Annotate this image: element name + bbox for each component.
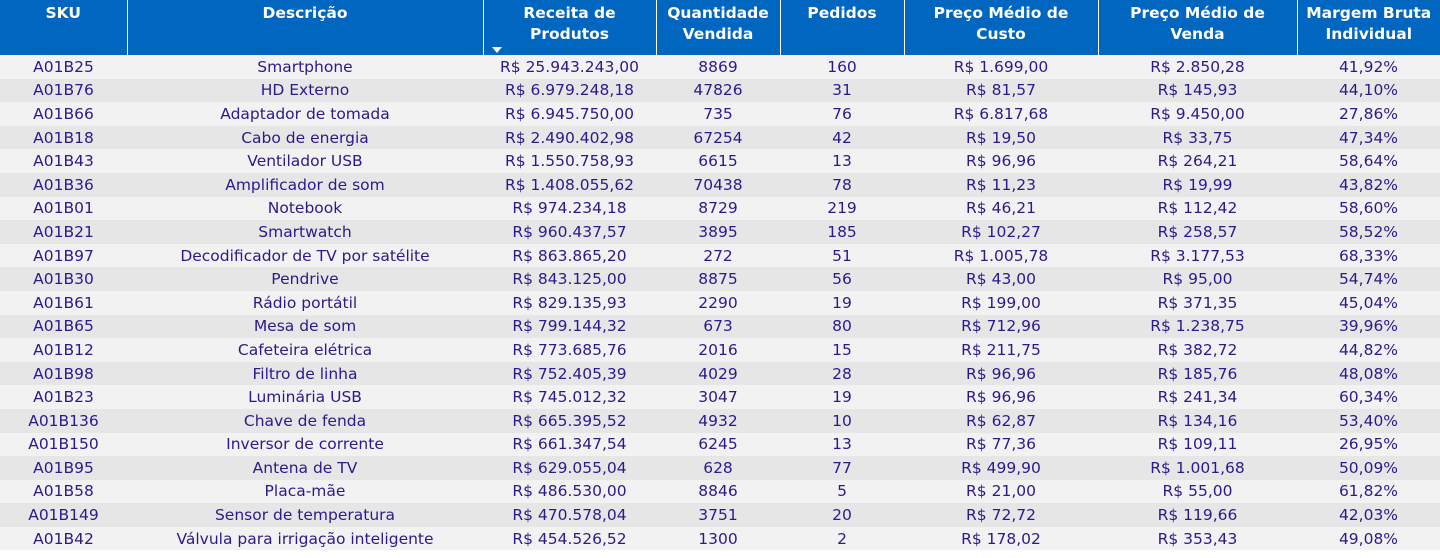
column-header-label: Margem Bruta Individual — [1306, 4, 1432, 43]
pedidos-cell: 5 — [780, 480, 904, 504]
preco-venda-cell: R$ 353,43 — [1098, 527, 1297, 551]
preco-custo-cell: R$ 6.817,68 — [904, 102, 1098, 126]
margem-cell: 44,82% — [1297, 338, 1440, 362]
quantidade-cell: 735 — [656, 102, 780, 126]
margem-cell: 27,86% — [1297, 102, 1440, 126]
column-header-preco-venda[interactable] — [1098, 0, 1297, 55]
pedidos-cell: 2 — [780, 527, 904, 551]
sku-cell: A01B98 — [0, 362, 127, 386]
receita-cell: R$ 6.979.248,18 — [483, 79, 656, 103]
sku-cell: A01B12 — [0, 338, 127, 362]
margem-cell: 26,95% — [1297, 433, 1440, 457]
descricao-cell: Pendrive — [127, 267, 483, 291]
table-row[interactable] — [0, 79, 1440, 103]
receita-cell: R$ 1.550.758,93 — [483, 149, 656, 173]
pedidos-cell: 19 — [780, 291, 904, 315]
preco-custo-cell: R$ 21,00 — [904, 480, 1098, 504]
preco-custo-cell: R$ 1.005,78 — [904, 244, 1098, 268]
descricao-cell: Sensor de temperatura — [127, 503, 483, 527]
sku-cell: A01B18 — [0, 126, 127, 150]
table-row[interactable] — [0, 126, 1440, 150]
sku-cell: A01B66 — [0, 102, 127, 126]
table-row[interactable] — [0, 149, 1440, 173]
margem-cell: 43,82% — [1297, 173, 1440, 197]
receita-cell: R$ 6.945.750,00 — [483, 102, 656, 126]
quantidade-cell: 47826 — [656, 79, 780, 103]
table-row[interactable] — [0, 291, 1440, 315]
table-row[interactable] — [0, 102, 1440, 126]
header-row — [0, 0, 1440, 55]
receita-cell: R$ 25.943.243,00 — [483, 55, 656, 79]
preco-custo-cell: R$ 1.699,00 — [904, 55, 1098, 79]
pedidos-cell: 28 — [780, 362, 904, 386]
margem-cell: 45,04% — [1297, 291, 1440, 315]
preco-custo-cell: R$ 77,36 — [904, 433, 1098, 457]
margem-cell: 42,03% — [1297, 503, 1440, 527]
receita-cell: R$ 960.437,57 — [483, 220, 656, 244]
column-header-receita[interactable] — [483, 0, 656, 55]
quantidade-cell: 1300 — [656, 527, 780, 551]
quantidade-cell: 8875 — [656, 267, 780, 291]
margem-cell: 54,74% — [1297, 267, 1440, 291]
sku-cell: A01B21 — [0, 220, 127, 244]
preco-venda-cell: R$ 9.450,00 — [1098, 102, 1297, 126]
preco-custo-cell: R$ 43,00 — [904, 267, 1098, 291]
preco-custo-cell: R$ 96,96 — [904, 362, 1098, 386]
table-row[interactable] — [0, 456, 1440, 480]
preco-venda-cell: R$ 185,76 — [1098, 362, 1297, 386]
preco-venda-cell: R$ 382,72 — [1098, 338, 1297, 362]
sku-cell: A01B65 — [0, 315, 127, 339]
column-header-preco-custo[interactable] — [904, 0, 1098, 55]
table-row[interactable] — [0, 503, 1440, 527]
sku-cell: A01B150 — [0, 433, 127, 457]
receita-cell: R$ 752.405,39 — [483, 362, 656, 386]
pedidos-cell: 31 — [780, 79, 904, 103]
preco-venda-cell: R$ 19,99 — [1098, 173, 1297, 197]
preco-custo-cell: R$ 11,23 — [904, 173, 1098, 197]
descricao-cell: Adaptador de tomada — [127, 102, 483, 126]
margem-cell: 61,82% — [1297, 480, 1440, 504]
receita-cell: R$ 486.530,00 — [483, 480, 656, 504]
receita-cell: R$ 2.490.402,98 — [483, 126, 656, 150]
preco-venda-cell: R$ 264,21 — [1098, 149, 1297, 173]
table-row[interactable] — [0, 527, 1440, 551]
quantidade-cell: 272 — [656, 244, 780, 268]
quantidade-cell: 4932 — [656, 409, 780, 433]
quantidade-cell: 3047 — [656, 385, 780, 409]
pedidos-cell: 56 — [780, 267, 904, 291]
preco-venda-cell: R$ 109,11 — [1098, 433, 1297, 457]
pedidos-cell: 78 — [780, 173, 904, 197]
preco-venda-cell: R$ 145,93 — [1098, 79, 1297, 103]
descricao-cell: Cafeteira elétrica — [127, 338, 483, 362]
margem-cell: 53,40% — [1297, 409, 1440, 433]
sku-cell: A01B58 — [0, 480, 127, 504]
descricao-cell: Ventilador USB — [127, 149, 483, 173]
receita-cell: R$ 829.135,93 — [483, 291, 656, 315]
pedidos-cell: 185 — [780, 220, 904, 244]
receita-cell: R$ 974.234,18 — [483, 197, 656, 221]
receita-cell: R$ 773.685,76 — [483, 338, 656, 362]
descricao-cell: Mesa de som — [127, 315, 483, 339]
column-header-label: Quantidade Vendida — [667, 4, 769, 43]
pedidos-cell: 77 — [780, 456, 904, 480]
table-row[interactable] — [0, 433, 1440, 457]
preco-venda-cell: R$ 134,16 — [1098, 409, 1297, 433]
pedidos-cell: 13 — [780, 433, 904, 457]
descricao-cell: Chave de fenda — [127, 409, 483, 433]
descricao-cell: Cabo de energia — [127, 126, 483, 150]
preco-custo-cell: R$ 46,21 — [904, 197, 1098, 221]
descricao-cell: Válvula para irrigação inteligente — [127, 527, 483, 551]
margem-cell: 50,09% — [1297, 456, 1440, 480]
quantidade-cell: 3895 — [656, 220, 780, 244]
preco-venda-cell: R$ 33,75 — [1098, 126, 1297, 150]
margem-cell: 58,60% — [1297, 197, 1440, 221]
table-row[interactable] — [0, 220, 1440, 244]
quantidade-cell: 6245 — [656, 433, 780, 457]
column-header-label: Preço Médio de Venda — [1130, 4, 1265, 43]
descricao-cell: Rádio portátil — [127, 291, 483, 315]
pedidos-cell: 219 — [780, 197, 904, 221]
descricao-cell: Notebook — [127, 197, 483, 221]
descricao-cell: HD Externo — [127, 79, 483, 103]
sku-cell: A01B61 — [0, 291, 127, 315]
preco-custo-cell: R$ 62,87 — [904, 409, 1098, 433]
table-row[interactable] — [0, 244, 1440, 268]
preco-venda-cell: R$ 1.001,68 — [1098, 456, 1297, 480]
pedidos-cell: 10 — [780, 409, 904, 433]
margem-cell: 58,52% — [1297, 220, 1440, 244]
pedidos-cell: 15 — [780, 338, 904, 362]
preco-custo-cell: R$ 19,50 — [904, 126, 1098, 150]
preco-custo-cell: R$ 96,96 — [904, 385, 1098, 409]
sku-cell: A01B30 — [0, 267, 127, 291]
sku-cell: A01B97 — [0, 244, 127, 268]
receita-cell: R$ 470.578,04 — [483, 503, 656, 527]
sku-cell: A01B01 — [0, 197, 127, 221]
column-header-margem[interactable] — [1297, 0, 1440, 55]
preco-venda-cell: R$ 258,57 — [1098, 220, 1297, 244]
preco-custo-cell: R$ 102,27 — [904, 220, 1098, 244]
preco-custo-cell: R$ 499,90 — [904, 456, 1098, 480]
receita-cell: R$ 661.347,54 — [483, 433, 656, 457]
descricao-cell: Decodificador de TV por satélite — [127, 244, 483, 268]
table-row[interactable] — [0, 173, 1440, 197]
descricao-cell: Inversor de corrente — [127, 433, 483, 457]
table-header — [0, 0, 1440, 55]
preco-venda-cell: R$ 55,00 — [1098, 480, 1297, 504]
sku-cell: A01B76 — [0, 79, 127, 103]
sku-cell: A01B95 — [0, 456, 127, 480]
preco-custo-cell: R$ 211,75 — [904, 338, 1098, 362]
margem-cell: 48,08% — [1297, 362, 1440, 386]
sku-cell: A01B42 — [0, 527, 127, 551]
preco-venda-cell: R$ 241,34 — [1098, 385, 1297, 409]
column-header-label: Receita de Produtos — [523, 4, 616, 43]
preco-venda-cell: R$ 95,00 — [1098, 267, 1297, 291]
descricao-cell: Antena de TV — [127, 456, 483, 480]
preco-venda-cell: R$ 1.238,75 — [1098, 315, 1297, 339]
table-row[interactable] — [0, 197, 1440, 221]
quantidade-cell: 2290 — [656, 291, 780, 315]
pedidos-cell: 19 — [780, 385, 904, 409]
margem-cell: 44,10% — [1297, 79, 1440, 103]
preco-custo-cell: R$ 81,57 — [904, 79, 1098, 103]
quantidade-cell: 67254 — [656, 126, 780, 150]
sort-descending-icon — [492, 47, 502, 53]
pedidos-cell: 20 — [780, 503, 904, 527]
receita-cell: R$ 863.865,20 — [483, 244, 656, 268]
column-header-pedidos[interactable] — [780, 0, 904, 55]
quantidade-cell: 8869 — [656, 55, 780, 79]
column-header-label: Preço Médio de Custo — [933, 4, 1069, 43]
sku-cell: A01B25 — [0, 55, 127, 79]
receita-cell: R$ 454.526,52 — [483, 527, 656, 551]
preco-venda-cell: R$ 3.177,53 — [1098, 244, 1297, 268]
quantidade-cell: 6615 — [656, 149, 780, 173]
preco-venda-cell: R$ 112,42 — [1098, 197, 1297, 221]
receita-cell: R$ 799.144,32 — [483, 315, 656, 339]
sku-cell: A01B36 — [0, 173, 127, 197]
sku-cell: A01B136 — [0, 409, 127, 433]
pedidos-cell: 80 — [780, 315, 904, 339]
table-row[interactable] — [0, 362, 1440, 386]
receita-cell: R$ 745.012,32 — [483, 385, 656, 409]
quantidade-cell: 2016 — [656, 338, 780, 362]
quantidade-cell: 3751 — [656, 503, 780, 527]
table-row[interactable] — [0, 55, 1440, 79]
preco-venda-cell: R$ 371,35 — [1098, 291, 1297, 315]
preco-custo-cell: R$ 178,02 — [904, 527, 1098, 551]
quantidade-cell: 8729 — [656, 197, 780, 221]
receita-cell: R$ 1.408.055,62 — [483, 173, 656, 197]
preco-custo-cell: R$ 96,96 — [904, 149, 1098, 173]
quantidade-cell: 628 — [656, 456, 780, 480]
margem-cell: 41,92% — [1297, 55, 1440, 79]
margem-cell: 49,08% — [1297, 527, 1440, 551]
quantidade-cell: 8846 — [656, 480, 780, 504]
descricao-cell: Placa-mãe — [127, 480, 483, 504]
table-row[interactable] — [0, 267, 1440, 291]
margem-cell: 68,33% — [1297, 244, 1440, 268]
receita-cell: R$ 665.395,52 — [483, 409, 656, 433]
pedidos-cell: 160 — [780, 55, 904, 79]
descricao-cell: Luminária USB — [127, 385, 483, 409]
table-body — [0, 55, 1440, 550]
table-row[interactable] — [0, 480, 1440, 504]
pedidos-cell: 13 — [780, 149, 904, 173]
pedidos-cell: 76 — [780, 102, 904, 126]
table-row[interactable] — [0, 315, 1440, 339]
margem-cell: 47,34% — [1297, 126, 1440, 150]
margem-cell: 39,96% — [1297, 315, 1440, 339]
sku-cell: A01B23 — [0, 385, 127, 409]
sku-cell: A01B149 — [0, 503, 127, 527]
receita-cell: R$ 843.125,00 — [483, 267, 656, 291]
column-header-label: Descrição — [262, 4, 348, 22]
preco-custo-cell: R$ 199,00 — [904, 291, 1098, 315]
preco-venda-cell: R$ 2.850,28 — [1098, 55, 1297, 79]
margem-cell: 58,64% — [1297, 149, 1440, 173]
preco-venda-cell: R$ 119,66 — [1098, 503, 1297, 527]
column-header-sku[interactable] — [0, 0, 127, 55]
table-row[interactable] — [0, 409, 1440, 433]
receita-cell: R$ 629.055,04 — [483, 456, 656, 480]
pedidos-cell: 51 — [780, 244, 904, 268]
column-header-quantidade[interactable] — [656, 0, 780, 55]
quantidade-cell: 4029 — [656, 362, 780, 386]
column-header-label: SKU — [45, 4, 81, 22]
preco-custo-cell: R$ 712,96 — [904, 315, 1098, 339]
table-row[interactable] — [0, 385, 1440, 409]
descricao-cell: Smartwatch — [127, 220, 483, 244]
descricao-cell: Smartphone — [127, 55, 483, 79]
preco-custo-cell: R$ 72,72 — [904, 503, 1098, 527]
column-header-descricao[interactable] — [127, 0, 483, 55]
quantidade-cell: 70438 — [656, 173, 780, 197]
descricao-cell: Amplificador de som — [127, 173, 483, 197]
table-row[interactable] — [0, 338, 1440, 362]
margem-cell: 60,34% — [1297, 385, 1440, 409]
column-header-label: Pedidos — [807, 4, 877, 22]
descricao-cell: Filtro de linha — [127, 362, 483, 386]
pedidos-cell: 42 — [780, 126, 904, 150]
quantidade-cell: 673 — [656, 315, 780, 339]
sku-cell: A01B43 — [0, 149, 127, 173]
